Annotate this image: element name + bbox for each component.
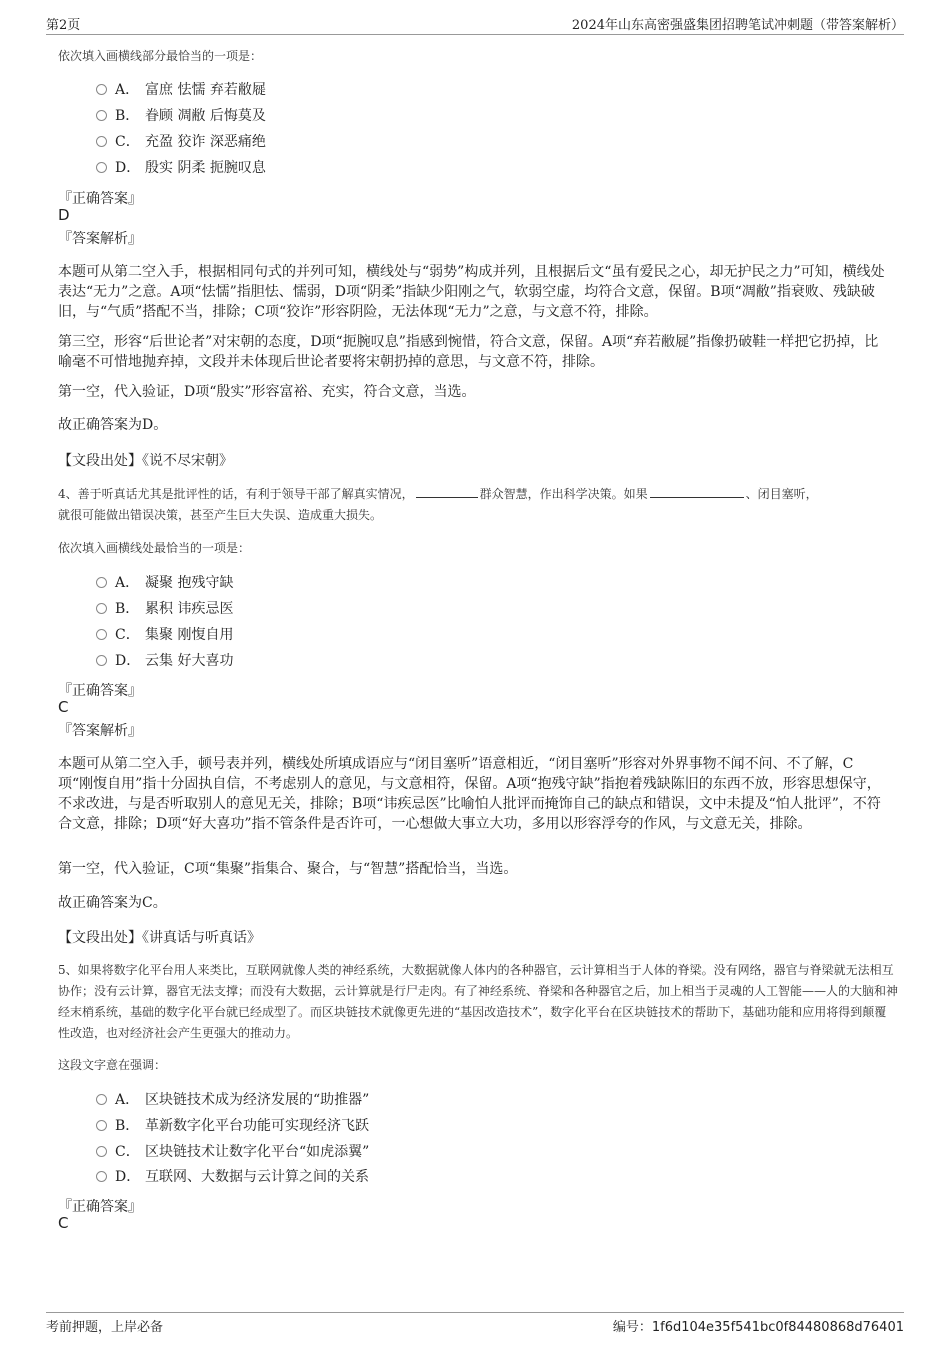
radio-icon[interactable]	[96, 162, 107, 173]
q5-prompt: 这段文字意在强调：	[58, 1058, 167, 1072]
q4-option-d[interactable]: D． 云集 好大喜功	[96, 650, 233, 672]
q5-stem: 5、如果将数字化平台用人来类比，互联网就像人类的神经系统，大数据就像人体内的各种器官，云计算相当于人体的脊梁。没有网络，器官与脊梁就无法相互协作；没有云计算，器官无法支撑；而没有大数据，云计算就是行尸走肉。有了神经系统、脊梁和各种器官之后，加上相当于灵魂的人工智能——人的大脑和神经末梢系统，基础的数字化平台就已经成型了。而区块链技术就像更先进的“基因改造技术”，数字化平台在区块链技术的帮助下，基础功能和应用将得到颠覆性改造，也对经济社会产生更强大的推动力。	[58, 963, 899, 1040]
q5-option-b[interactable]: B． 革新数字化平台功能可实现经济飞跃	[96, 1115, 369, 1137]
footer-slogan: 考前押题，上岸必备	[46, 1320, 164, 1335]
q3-analysis-para-3: 第一空，代入验证，D项“殷实”形容富裕、充实，符合文意，当选。	[58, 384, 476, 400]
q4-option-b[interactable]: B． 累积 讳疾忌医	[96, 598, 233, 620]
q3-analysis-para-1: 本题可从第二空入手，根据相同句式的并列可知，横线处与“弱势”构成并列，且根据后文“虽有爱民之心，却无护民之力”可知，横线处表达“无力”之意。A项“怯懦”指胆怯、懦弱，D项“阴柔”指缺少阳刚之气，软弱空虚，均符合文意，保留。B项“凋敝”指衰败、残缺破旧，与“气质”搭配不当，排除；C项“狡诈”形容阴险，无法体现“无力”之意，与文意不符，排除。	[58, 264, 885, 320]
radio-icon[interactable]	[96, 1146, 107, 1157]
document-code: 编号：1f6d104e35f541bc0f84480868d76401	[612, 1320, 904, 1335]
q5-option-d[interactable]: D． 互联网、大数据与云计算之间的关系	[96, 1166, 369, 1188]
radio-icon[interactable]	[96, 629, 107, 640]
radio-icon[interactable]	[96, 136, 107, 147]
q5-option-c[interactable]: C． 区块链技术让数字化平台“如虎添翼”	[96, 1141, 369, 1163]
q4-answer: C	[58, 698, 69, 716]
q4-option-a[interactable]: A． 凝聚 抱残守缺	[96, 572, 233, 594]
q3-analysis-label: 『答案解析』	[58, 231, 142, 247]
q3-option-d[interactable]: D． 殷实 阴柔 扼腕叹息	[96, 157, 266, 179]
q4-option-c[interactable]: C． 集聚 刚愎自用	[96, 624, 233, 646]
q4-analysis-para-3: 故正确答案为C。	[58, 895, 167, 911]
q3-answer: D	[58, 206, 70, 224]
q5-option-a[interactable]: A． 区块链技术成为经济发展的“助推器”	[96, 1089, 369, 1111]
radio-icon[interactable]	[96, 1120, 107, 1131]
q4-blank-1	[416, 497, 478, 498]
radio-icon[interactable]	[96, 655, 107, 666]
radio-icon[interactable]	[96, 1171, 107, 1182]
q4-analysis-para-1: 本题可从第二空入手，顿号表并列，横线处所填成语应与“闭目塞听”语意相近，“闭目塞听”形容对外界事物不闻不问、不了解，C项“刚愎自用”指十分固执自信，不考虑别人的意见，与文意相符，保留。A项“抱残守缺”指抱着残缺陈旧的东西不放，形容思想保守，不求改进，与是否听取别人的意见无关，排除；B项“讳疾忌医”比喻怕人批评而掩饰自己的缺点和错误，文中未提及“怕人批评”，不符合文意，排除；D项“好大喜功”指不管条件是否许可，一心想做大事立大功，多用以形容浮夸的作风，与文意无关，排除。	[58, 756, 881, 832]
page-number: 第2页	[46, 18, 81, 33]
q4-source: 【文段出处】《讲真话与听真话》	[58, 930, 261, 946]
q3-analysis-para-2: 第三空，形容“后世论者”对宋朝的态度，D项“扼腕叹息”指感到惋惜，符合文意，保留。A项“弃若敝屣”指像扔破鞋一样把它扔掉，比喻毫不可惜地抛弃掉，文段并未体现后世论者要将宋朝扔掉的意思，与文意不符，排除。	[58, 334, 879, 370]
page-footer	[46, 1312, 904, 1335]
page-header	[46, 14, 904, 35]
q4-blank-2	[650, 497, 744, 498]
radio-icon[interactable]	[96, 603, 107, 614]
radio-icon[interactable]	[96, 1094, 107, 1105]
q5-answer-label: 『正确答案』	[58, 1199, 142, 1215]
q3-option-a[interactable]: A． 富庶 怯懦 弃若敝屣	[96, 79, 266, 101]
q3-option-b[interactable]: B． 眷顾 凋敝 后悔莫及	[96, 105, 266, 127]
q4-stem: 4、善于听真话尤其是批评性的话，有利于领导干部了解真实情况， 群众智慧，作出科学决策。如果 、闭目塞听， 就很可能做出错误决策，甚至产生巨大失误、造成重大损失。	[58, 487, 818, 522]
radio-icon[interactable]	[96, 84, 107, 95]
q4-answer-label: 『正确答案』	[58, 683, 142, 699]
q3-option-c[interactable]: C． 充盈 狡诈 深恶痛绝	[96, 131, 266, 153]
q5-answer: C	[58, 1214, 69, 1232]
q3-prompt: 依次填入画横线部分最恰当的一项是：	[58, 49, 263, 63]
q3-answer-label: 『正确答案』	[58, 191, 142, 207]
radio-icon[interactable]	[96, 577, 107, 588]
document-title: 2024年山东高密强盛集团招聘笔试冲刺题（带答案解析）	[571, 18, 904, 33]
radio-icon[interactable]	[96, 110, 107, 121]
q4-analysis-label: 『答案解析』	[58, 723, 142, 739]
q4-analysis-para-2: 第一空，代入验证，C项“集聚”指集合、聚合，与“智慧”搭配恰当，当选。	[58, 861, 518, 877]
q3-source: 【文段出处】《说不尽宋朝》	[58, 453, 233, 469]
q3-analysis-para-4: 故正确答案为D。	[58, 417, 168, 433]
q4-prompt: 依次填入画横线处最恰当的一项是：	[58, 541, 251, 555]
